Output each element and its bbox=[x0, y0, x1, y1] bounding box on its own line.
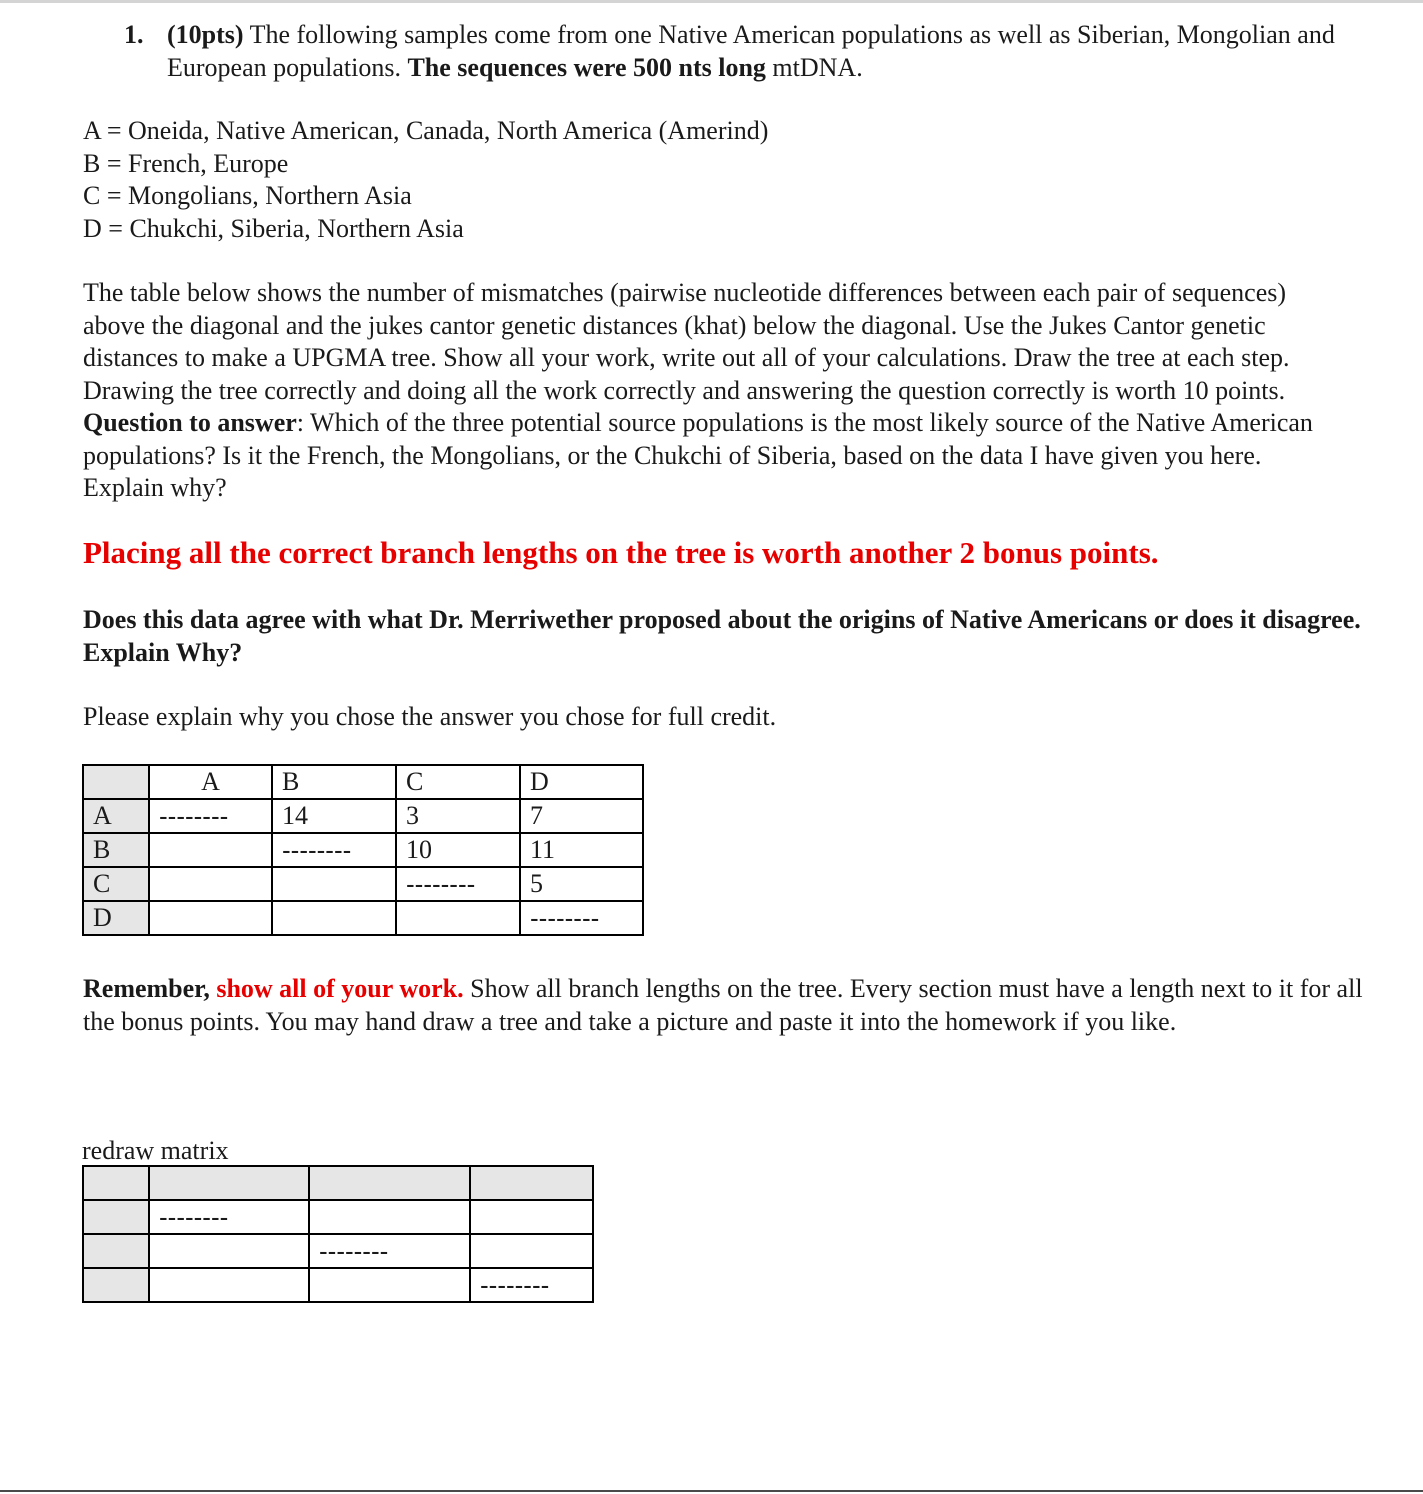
redraw-header-row bbox=[83, 1166, 593, 1200]
distance-row bbox=[83, 901, 643, 935]
redraw-row bbox=[83, 1268, 593, 1302]
khat-cell bbox=[272, 867, 396, 901]
remember-label: Remember, bbox=[83, 974, 217, 1003]
matrix-cell bbox=[309, 1268, 470, 1302]
remember-note bbox=[83, 973, 1363, 1038]
diagonal-cell: -------- bbox=[149, 1200, 309, 1234]
question-number: 1. bbox=[124, 20, 144, 49]
diagonal-cell: -------- bbox=[520, 901, 643, 935]
matrix-cell bbox=[149, 1268, 309, 1302]
khat-cell bbox=[149, 901, 272, 935]
bottom-rule bbox=[0, 1490, 1423, 1492]
distance-row bbox=[83, 867, 643, 901]
distance-matrix bbox=[82, 764, 644, 936]
population-a: A = Oneida, Native American, Canada, North America (Amerind) bbox=[83, 116, 769, 145]
merriwether-question: Does this data agree with what Dr. Merriwether proposed about the origins of Native Americans or does it disagree. Explain Why? bbox=[83, 605, 1361, 667]
distance-header-row bbox=[83, 765, 643, 799]
redraw-matrix bbox=[82, 1165, 594, 1303]
show-work-emphasis: show all of your work. bbox=[216, 974, 464, 1003]
column-header: C bbox=[396, 765, 520, 799]
population-d: D = Chukchi, Siberia, Northern Asia bbox=[83, 213, 464, 243]
distance-row bbox=[83, 799, 643, 833]
row-header bbox=[83, 1268, 149, 1302]
diagonal-cell: -------- bbox=[149, 799, 272, 833]
instructions-text-2: : Which of the three potential source populations is the most likely source of the Native American populations? Is it the French, the Mongolians, or the Chukchi of Siberia, based on the data I have given you here. Explain why? bbox=[83, 408, 1313, 502]
column-header: B bbox=[272, 765, 396, 799]
diagonal-cell: -------- bbox=[396, 867, 520, 901]
corner-cell bbox=[83, 765, 149, 799]
remember-text: Show all branch lengths on the tree. Every section must have a length next to it for all the bonus points. You may hand draw a tree and take a picture and paste it into the homework if you like. bbox=[83, 974, 1363, 1036]
row-header bbox=[83, 1234, 149, 1268]
row-header bbox=[83, 1200, 149, 1234]
khat-cell bbox=[149, 833, 272, 867]
matrix-cell bbox=[309, 1200, 470, 1234]
column-header bbox=[309, 1166, 470, 1200]
redraw-row bbox=[83, 1234, 593, 1268]
mismatch-cell: 7 bbox=[520, 799, 643, 833]
column-header bbox=[149, 1166, 309, 1200]
diagonal-cell: -------- bbox=[470, 1268, 593, 1302]
row-header: A bbox=[83, 799, 149, 833]
question-sequence-length: The sequences were 500 nts long bbox=[407, 52, 766, 82]
mismatch-cell: 14 bbox=[272, 799, 396, 833]
explain-note: Please explain why you chose the answer you chose for full credit. bbox=[83, 702, 777, 731]
question-intro bbox=[167, 19, 1367, 84]
redraw-row bbox=[83, 1200, 593, 1234]
column-header: A bbox=[149, 765, 272, 799]
mismatch-cell: 5 bbox=[520, 867, 643, 901]
matrix-cell bbox=[470, 1234, 593, 1268]
mismatch-cell: 11 bbox=[520, 833, 643, 867]
mismatch-cell: 10 bbox=[396, 833, 520, 867]
diagonal-cell: -------- bbox=[309, 1234, 470, 1268]
matrix-cell bbox=[149, 1234, 309, 1268]
row-header: C bbox=[83, 867, 149, 901]
population-c: C = Mongolians, Northern Asia bbox=[83, 181, 412, 210]
redraw-matrix-label: redraw matrix bbox=[82, 1136, 229, 1165]
column-header bbox=[470, 1166, 593, 1200]
distance-row bbox=[83, 833, 643, 867]
instructions-text-1: The table below shows the number of mismatches (pairwise nucleotide differences between each pair of sequences) above the diagonal and the jukes cantor genetic distances (khat) below the diagonal. Use the Jukes Cantor genetic distances to make a UPGMA tree. Show all your work, write out all of your calculations. Draw the tree at each step. Drawing the tree correctly and doing all the work correctly and answering the question correctly is worth 10 points. bbox=[83, 278, 1290, 405]
khat-cell bbox=[396, 901, 520, 935]
khat-cell bbox=[272, 901, 396, 935]
diagonal-cell: -------- bbox=[272, 833, 396, 867]
row-header: B bbox=[83, 833, 149, 867]
question-to-answer-label: Question to answer bbox=[83, 408, 297, 437]
matrix-cell bbox=[470, 1200, 593, 1234]
instructions-paragraph bbox=[83, 277, 1343, 505]
top-rule bbox=[0, 0, 1423, 3]
corner-cell bbox=[83, 1166, 149, 1200]
population-list bbox=[83, 115, 768, 245]
column-header: D bbox=[520, 765, 643, 799]
mismatch-cell: 3 bbox=[396, 799, 520, 833]
row-header: D bbox=[83, 901, 149, 935]
khat-cell bbox=[149, 867, 272, 901]
question-intro-text-2: mtDNA. bbox=[765, 52, 863, 82]
population-b: B = French, Europe bbox=[83, 148, 289, 178]
bonus-points-note: Placing all the correct branch lengths on the tree is worth another 2 bonus points. bbox=[83, 535, 1159, 570]
question-points: (10pts) bbox=[167, 20, 244, 49]
question-intro-text-1: The following samples come from one Native American populations as well as Siberian, Mongolian and European populations. bbox=[167, 20, 1335, 82]
